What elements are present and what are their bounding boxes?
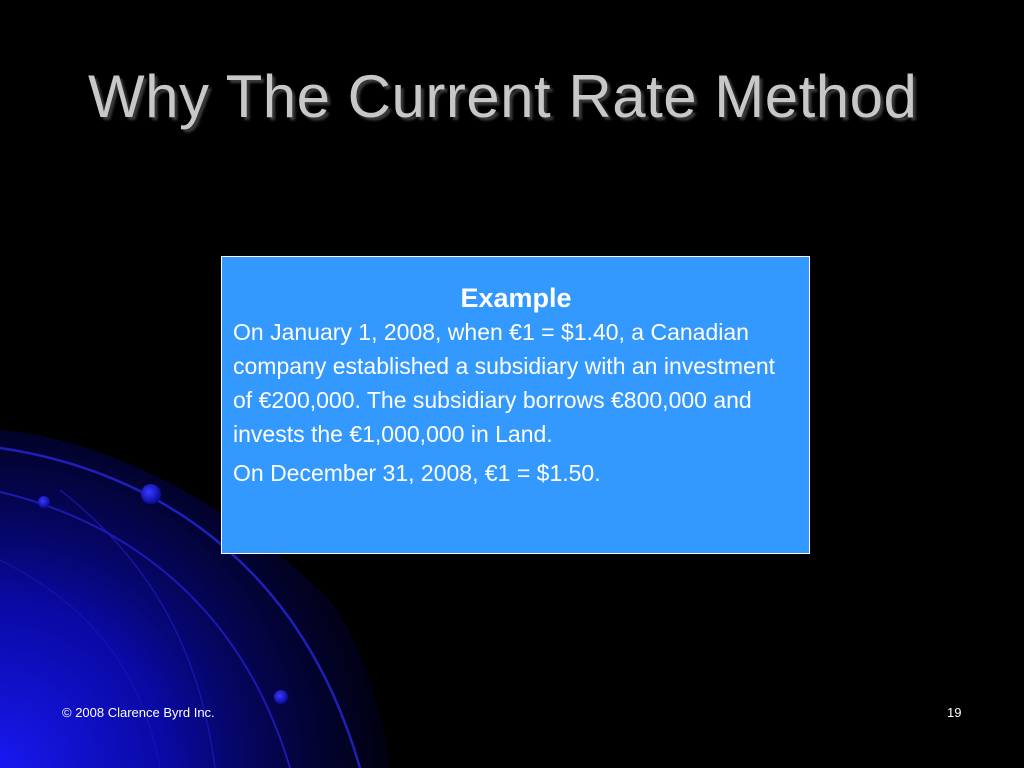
arc-dot-large — [141, 484, 161, 504]
example-paragraph-2: On December 31, 2008, €1 = $1.50. — [233, 460, 601, 486]
example-box — [221, 256, 810, 554]
footer-copyright: © 2008 Clarence Byrd Inc. — [62, 705, 215, 720]
slide-number: 19 — [947, 705, 962, 720]
arc-dot-lower — [274, 690, 288, 704]
example-heading: Example — [460, 283, 572, 313]
arc-dot-small — [38, 496, 50, 508]
example-paragraph-1: On January 1, 2008, when €1 = $1.40, a Canadian company established a subsidiary with an investment of €200,000. The subsidiary borrows €800,000 and invests the €1,000,000 in Land. — [233, 319, 776, 447]
slide-title: Why The Current Rate Method — [88, 63, 918, 130]
